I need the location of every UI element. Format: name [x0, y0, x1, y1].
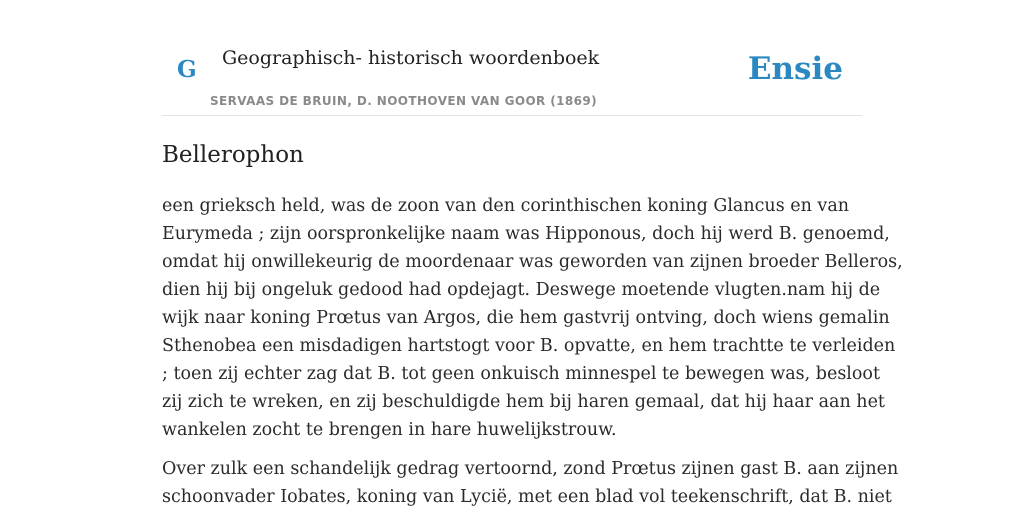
dictionary-letter-logo[interactable]: G [177, 56, 197, 83]
entry-paragraph-2 [162, 455, 899, 511]
text-line: wijk naar koning Prœtus van Argos, die hem gastvrij ontving, doch wiens gemalin [162, 308, 890, 328]
text-line: schoonvader Iobates, koning van Lycië, met een blad vol teekenschrift, dat B. niet [162, 487, 892, 507]
text-line: zij zich te wreken, en zij beschuldigde hem bij haren gemaal, dat hij haar aan het [162, 392, 885, 412]
entry-paragraph-1 [162, 192, 903, 444]
entry-body [162, 192, 903, 512]
text-line: dien hij bij ongeluk gedood had opdejagt. Deswege moetende vlugten.nam hij de [162, 280, 881, 300]
site-header [162, 0, 862, 116]
entry-headword: Bellerophon [162, 142, 304, 168]
text-line: een grieksch held, was de zoon van den corinthischen koning Glancus en van [162, 196, 850, 216]
dictionary-title[interactable]: Geographisch- historisch woordenboek [222, 47, 600, 69]
text-line: ; toen zij echter zag dat B. tot geen onkuisch minnespel te bewegen was, besloot [162, 364, 880, 384]
text-line: Over zulk een schandelijk gedrag vertoornd, zond Prœtus zijnen gast B. aan zijnen [162, 459, 899, 479]
ensie-brand-logo[interactable]: Ensie [747, 51, 843, 87]
text-line: Eurymeda ; zijn oorspronkelijke naam was Hipponous, doch hij werd B. genoemd, [162, 224, 890, 244]
text-line: wankelen zocht te brengen in hare huwelijkstrouw. [162, 420, 617, 440]
text-line: Sthenobea een misdadigen hartstogt voor B. opvatte, en hem trachtte te verleiden [162, 336, 896, 356]
text-line: omdat hij onwillekeurig de moordenaar was geworden van zijnen broeder Belleros, [162, 252, 903, 272]
dictionary-authors-year: SERVAAS DE BRUIN, D. NOOTHOVEN VAN GOOR (1869) [210, 94, 598, 108]
